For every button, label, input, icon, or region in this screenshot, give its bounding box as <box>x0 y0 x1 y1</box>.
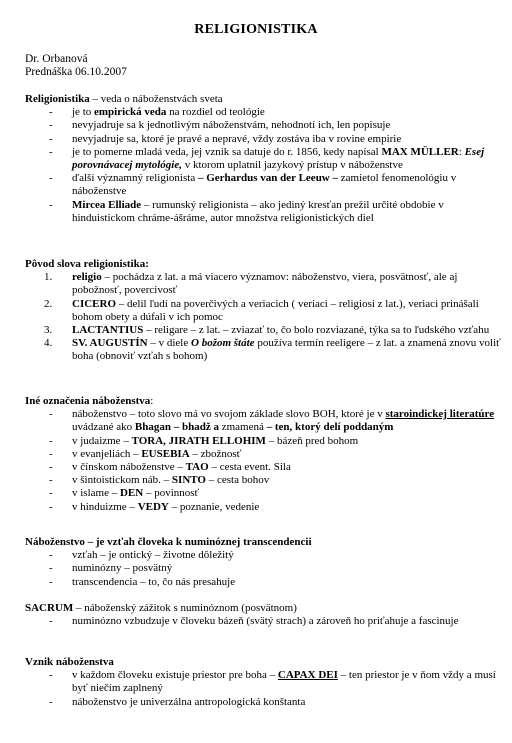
list-item: - nevyjadruje sa, ktoré je pravé a nepravé, vždy zostáva iba v rovine empirie <box>25 133 503 146</box>
section-sacrum <box>25 602 503 628</box>
section-heading: Iné označenia náboženstva: <box>25 395 154 407</box>
list-item: - v islame – DEN – povinnosť <box>25 487 503 500</box>
section-heading: Pôvod slova religionistika: <box>25 258 149 270</box>
author-line: Dr. Orbanová <box>25 53 88 65</box>
list-item: - je to pomerne mladá veda, jej vznik sa datuje do r. 1856, kedy napísal MAX MÜLLER: Esej porovnávacej mytológie, v ktorom uplatnil jazykový prístup v náboženstve <box>25 146 503 172</box>
document-title: RELIGIONISTIKA <box>194 22 318 37</box>
list-item: - náboženstvo je univerzálna antropologická konštanta <box>25 696 503 709</box>
list-item: 3. LACTANTIUS – religare – z lat. – zviazať to, čo bolo rozviazané, týka sa to ľudského vzťahu <box>44 324 490 337</box>
list-item: 2. CICERO – delil ľudí na poverčivých a veriacich ( veriaci – religiosi z lat.), veriaci prinášali bohom obety a dúfali v ich pomoc <box>44 297 479 323</box>
section-vznik-nabozenstva <box>25 656 503 709</box>
section-povod-slova <box>25 258 503 364</box>
section-religionistika <box>25 93 503 225</box>
list-item: 4. SV. AUGUSTÍN – v diele O božom štáte používa termín reeligere – z lat. a znamená znovu voliť boha (obnoviť vzťah s bohom) <box>44 337 501 363</box>
list-item: - ďalší významný religionista – Gerhardus van der Leeuw – zamietol fenomenológiu v náboženstve <box>25 172 503 198</box>
heading-rest: – veda o náboženstvách sveta <box>89 93 223 105</box>
list-item: - náboženstvo – toto slovo má vo svojom základe slovo BOH, ktoré je v staroindickej literatúre uvádzané ako Bhagan – bhadž a zmamená – ten, ktorý delí poddaným <box>25 408 503 434</box>
lecture-date-line: Prednáška 06.10.2007 <box>25 66 127 78</box>
list-item: - v evanjeliách – EUSEBIA – zbožnosť <box>25 448 503 461</box>
section-heading: Náboženstvo – je vzťah človeka k numinóznej transcendencii <box>25 536 312 548</box>
list-item: - numinózno vzbudzuje v človeku bázeň (svätý strach) a zároveň ho priťahuje a fascinuje <box>25 615 503 628</box>
section-nabozenstvo <box>25 536 503 589</box>
heading-term: Religionistika <box>25 93 90 105</box>
section-heading <box>25 93 503 106</box>
list-item: - je to empirická veda na rozdiel od teológie <box>25 106 503 119</box>
list-item: - Mircea Elliade – rumunský religionista – ako jediný kresťan prežil určité obdobie v hinduistickom chráme-ášráme, autor množstva religionistických diel <box>25 199 503 225</box>
section-heading: Vznik náboženstva <box>25 656 114 668</box>
section-heading: SACRUM – náboženský zážitok s numinóznom (posvätnom) <box>25 602 297 614</box>
list-item: - v hinduizme – VEDY – poznanie, vedenie <box>25 501 503 514</box>
list-item: - v judaizme – TORA, JIRATH ELLOHIM – bázeň pred bohom <box>25 435 503 448</box>
document-meta <box>25 53 127 79</box>
list-item: - v každom človeku existuje priestor pre boha – CAPAX DEI – ten priestor je v ňom vždy a musí byť niečím zaplnený <box>25 669 503 695</box>
list-item: - nevyjadruje sa k jednotlivým náboženstvám, nehodnotí ich, len popisuje <box>25 119 503 132</box>
list-item: 1. religio – pochádza z lat. a má viacero významov: náboženstvo, viera, posvätnosť, ale aj pobožnosť, povercivosť <box>44 271 458 297</box>
list-item: - numinózny – posvätný <box>25 562 503 575</box>
list-item: - transcendencia – to, čo nás presahuje <box>25 576 503 589</box>
list-item: - vzťah – je ontický – životne dôležitý <box>25 549 503 562</box>
list-item: - v čínskom náboženstve – TAO – cesta event. Sila <box>25 461 503 474</box>
section-ine-oznacenia <box>25 395 503 514</box>
list-item: - v šintoistickom náb. – SINTO – cesta bohov <box>25 474 503 487</box>
